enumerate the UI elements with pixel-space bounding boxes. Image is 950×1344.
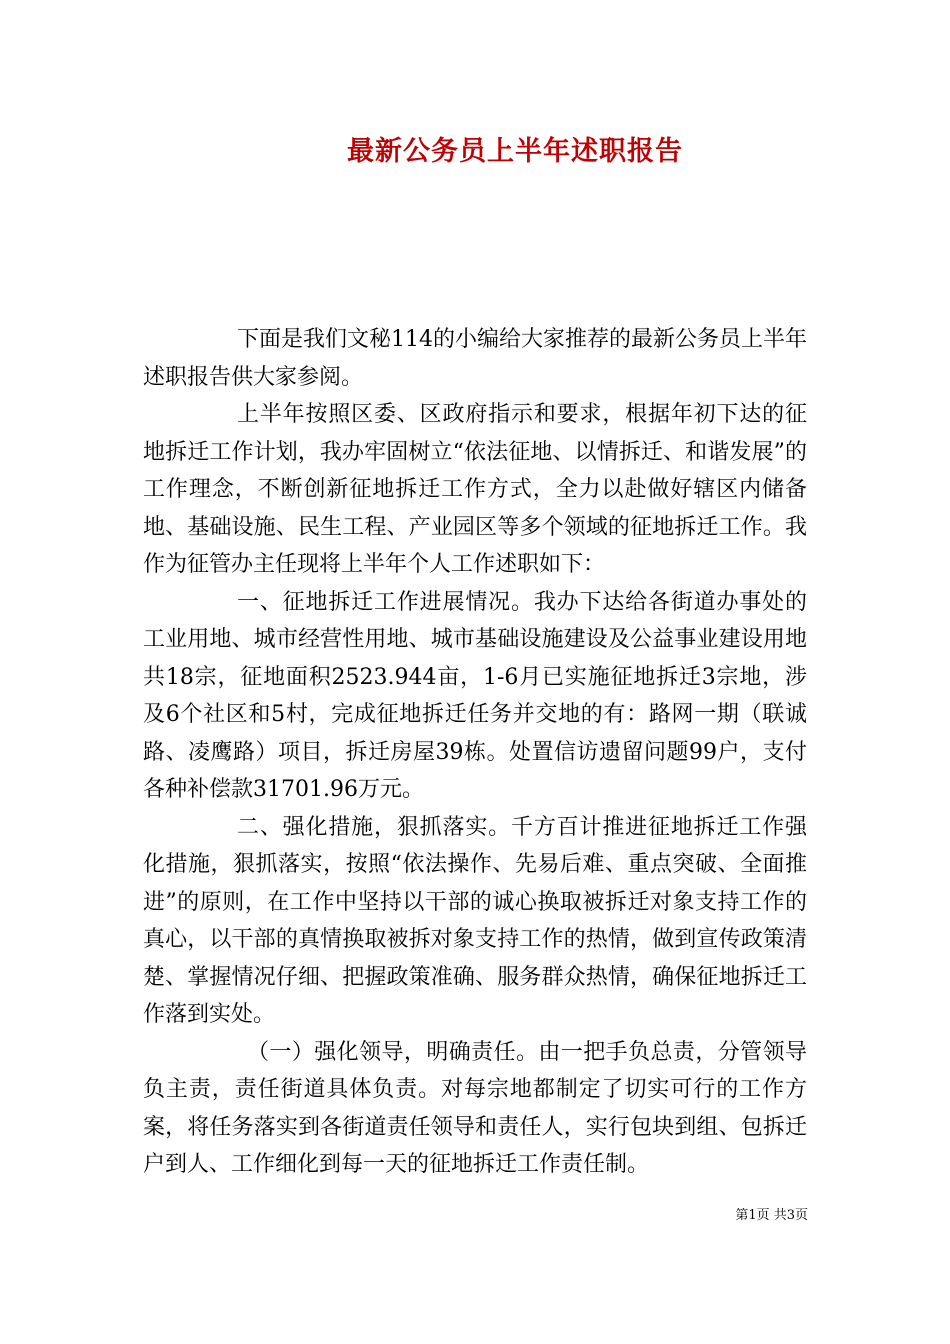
document-title: 最新公务员上半年述职报告 bbox=[347, 136, 683, 167]
paragraph-subsection-1: （一）强化领导，明确责任。由一把手负总责，分管领导负主责，责任街道具体负责。对每宗地都制定了切实可行的工作方案，将任务落实到各街道责任领导和责任人，实行包块到组、包拆迁户到人、工作细化到每一天的征地拆迁工作责任制。 bbox=[143, 1039, 807, 1177]
paragraph-intro: 下面是我们文秘114的小编给大家推荐的最新公务员上半年述职报告供大家参阅。 bbox=[143, 327, 807, 390]
paragraph-section-1: 一、征地拆迁工作进展情况。我办下达给各街道办事处的工业用地、城市经营性用地、城市基础设施建设及公益事业建设用地共18宗，征地面积2523.944亩，1-6月已实施征地拆迁3宗地，涉及6个社区和5村，完成征地拆迁任务并交地的有：路网一期（联诚路、凌鹰路）项目，拆迁房屋39栋。处置信访遗留问题99户，支付各种补偿款31701.96万元。 bbox=[143, 589, 807, 802]
page-number-footer: 第1页 共3页 bbox=[735, 1208, 808, 1223]
document-body bbox=[143, 321, 807, 1184]
paragraph-section-2: 二、强化措施，狠抓落实。千方百计推进征地拆迁工作强化措施，狠抓落实，按照“依法操作、先易后难、重点突破、全面推进”的原则，在工作中坚持以干部的诚心换取被拆迁对象支持工作的真心，以干部的真情换取被拆对象支持工作的热情，做到宣传政策清楚、掌握情况仔细、把握政策准确、服务群众热情，确保征地拆迁工作落到实处。 bbox=[143, 814, 807, 1027]
paragraph-overview: 上半年按照区委、区政府指示和要求，根据年初下达的征地拆迁工作计划，我办牢固树立“依法征地、以情拆迁、和谐发展”的工作理念，不断创新征地拆迁工作方式，全力以赴做好辖区内储备地、基础设施、民生工程、产业园区等多个领域的征地拆迁工作。我作为征管办主任现将上半年个人工作述职如下： bbox=[143, 402, 807, 577]
